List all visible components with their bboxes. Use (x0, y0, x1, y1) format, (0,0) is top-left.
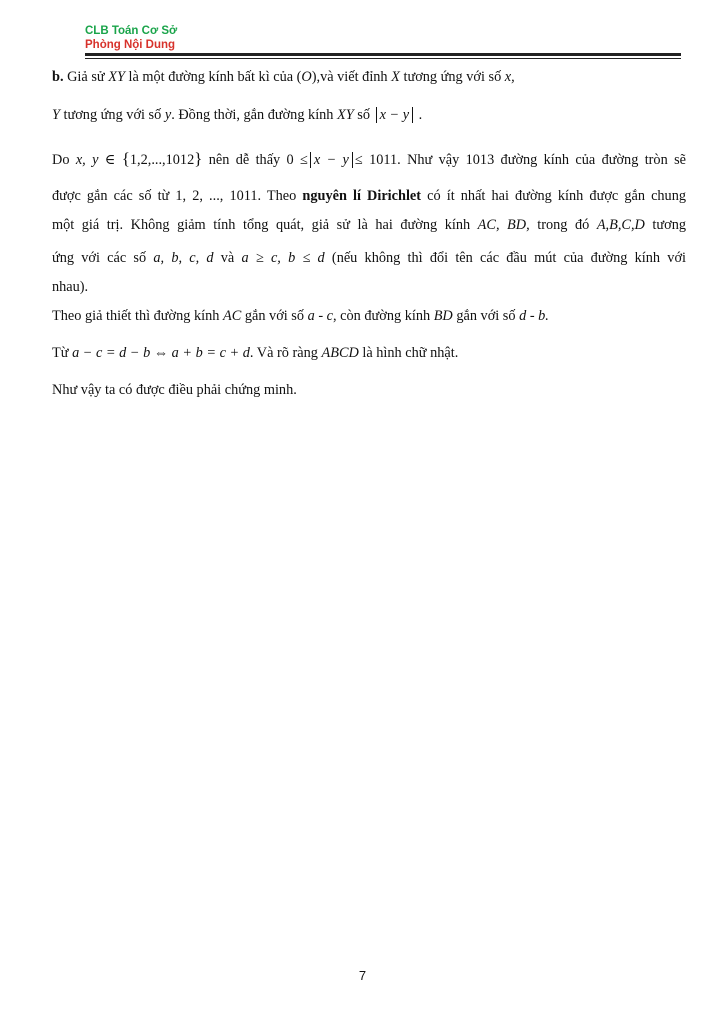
text: tương ứng với số (59, 107, 165, 123)
math-var: a - c (307, 308, 333, 324)
text: . Đồng thời, gắn đường kính (171, 107, 338, 123)
math-var: AC, BD, (477, 217, 530, 233)
department-name: Phòng Nội Dung (85, 39, 176, 51)
math-var: XY (337, 107, 354, 123)
brace-right: } (194, 149, 203, 168)
math-var: a, b, c, d (153, 250, 214, 266)
header-rule (85, 53, 681, 59)
math-expression: 0 ≤ (286, 152, 308, 168)
math-expression: x, y ∈ (75, 152, 116, 168)
text: tương (644, 217, 686, 233)
text: Giả sử (63, 69, 109, 85)
text: Như vậy 1013 đường kính của đường tròn sẽ (400, 152, 686, 168)
text: (nếu không thì đổi tên các đầu mút của đường kính với (324, 250, 686, 266)
text: và (213, 250, 242, 266)
text: . Và rõ ràng (249, 345, 322, 361)
page-number: 7 (358, 968, 367, 983)
text: Do (52, 152, 76, 168)
math-var: A,B,C,D (596, 217, 645, 233)
text: , còn đường kính (333, 308, 434, 324)
text: Từ (52, 345, 73, 361)
paragraph-tu (52, 342, 458, 364)
dirichlet-term: nguyên lí Dirichlet (302, 188, 422, 204)
text: . (415, 107, 423, 123)
text: nên dễ thấy (202, 152, 287, 168)
paragraph-do-line-1 (52, 144, 686, 173)
paragraph-b-line-1 (52, 66, 515, 88)
text: là hình chữ nhật. (358, 345, 459, 361)
math-expression: ≤ 1011. (354, 152, 401, 168)
text: có ít nhất hai đường kính được gắn chung (421, 188, 687, 204)
text: số (353, 107, 374, 123)
text: tương ứng với số (399, 69, 505, 85)
header-rule-thin (85, 58, 681, 59)
text: được gắn các số từ 1, 2, ..., 1011. Theo (52, 188, 303, 204)
text: ứng với các số (52, 250, 154, 266)
brace-left: { (121, 149, 130, 168)
math-var: BD (433, 308, 453, 324)
math-var: XY (108, 69, 125, 85)
header-rule-thick (85, 53, 681, 56)
text: gắn với số (452, 308, 520, 324)
paragraph-do-line-5: nhau). (52, 279, 89, 295)
part-label: b. (52, 69, 64, 85)
text: ),và viết đỉnh (311, 69, 392, 85)
math-var: AC (222, 308, 242, 324)
club-name: CLB Toán Cơ Sở (85, 25, 178, 37)
math-var: O (301, 69, 312, 85)
math-var: X (391, 69, 400, 85)
text: là một đường kính bất kì của ( (124, 69, 302, 85)
paragraph-do (52, 144, 686, 302)
equation: a − c = d − b ⇔ a + b = c + d (72, 345, 250, 361)
abs-value-expression: x − y (376, 107, 414, 123)
page-header (85, 24, 177, 52)
math-var: x, (504, 69, 515, 85)
math-var: d - b. (519, 308, 549, 324)
math-var: Y (52, 107, 60, 123)
math-var: ABCD (321, 345, 359, 361)
paragraph-do-line-3 (52, 211, 686, 240)
paragraph-do-line-4 (52, 244, 686, 273)
paragraph-conclusion: Như vậy ta có được điều phải chứng minh. (52, 382, 297, 398)
text: một giá trị. Không giảm tính tổng quát, giả sử là hai đường kính (52, 217, 478, 233)
text: gắn với số (241, 308, 308, 324)
paragraph-b-line-2 (52, 104, 422, 126)
paragraph-theo (52, 305, 549, 327)
text: trong đó (529, 217, 597, 233)
text: Theo giả thiết thì đường kính (52, 308, 223, 324)
math-expression: a ≥ c, b ≤ d (241, 250, 325, 266)
paragraph-do-line-2 (52, 182, 686, 211)
math-var: y (164, 107, 172, 123)
abs-value-expression: x − y (310, 152, 353, 168)
set-expression: 1,2,...,1012 (129, 152, 195, 168)
